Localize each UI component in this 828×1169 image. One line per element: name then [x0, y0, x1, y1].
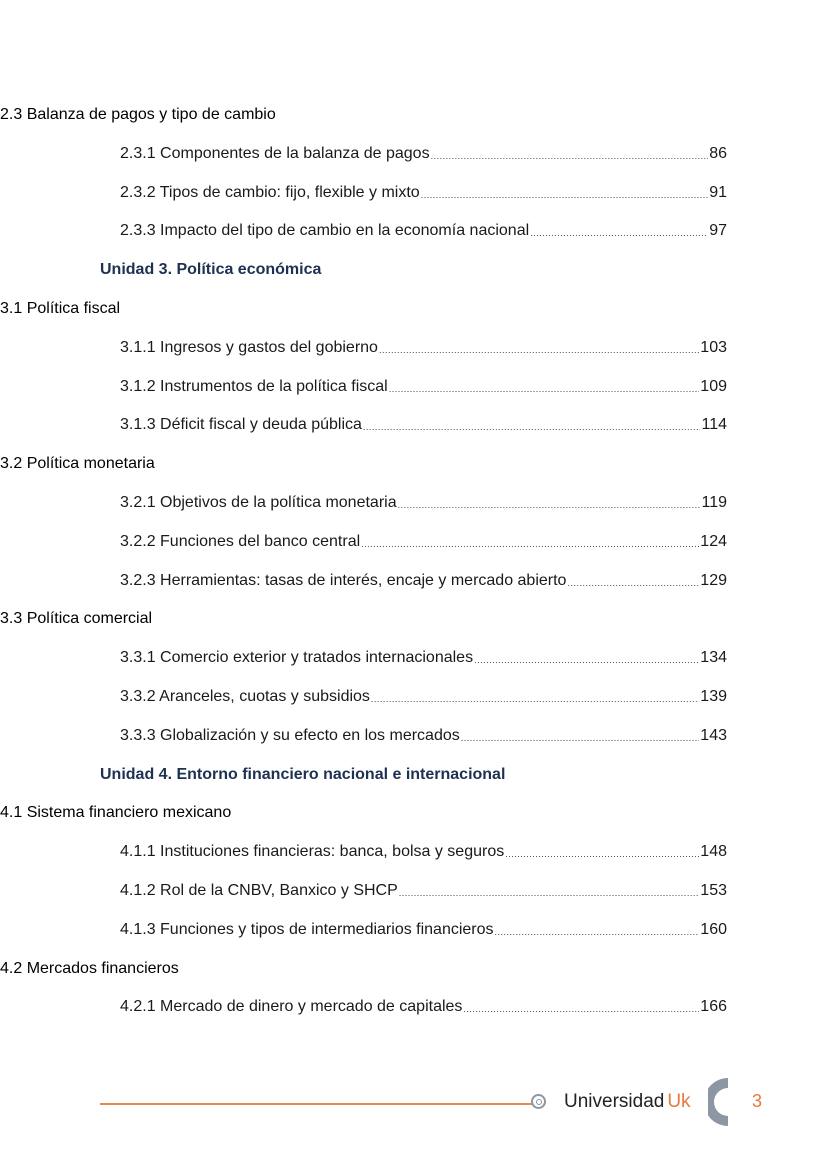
toc-sub-entry[interactable]: [120, 995, 727, 1019]
toc-entry-label: Unidad 3. Política económica: [100, 261, 322, 279]
toc-section-entry[interactable]: [0, 957, 179, 981]
dot-leader: [361, 539, 699, 554]
toc-entry-page: 166: [700, 998, 727, 1016]
toc-entry-label: 3.2 Política monetaria: [0, 455, 155, 473]
dot-leader: [461, 733, 700, 748]
toc-entry-page: 153: [700, 882, 727, 899]
dot-leader: [530, 228, 708, 243]
toc-entry-page: 119: [701, 494, 727, 511]
toc-unit-entry[interactable]: [100, 763, 505, 787]
toc-entry-label: 2.3.1 Componentes de la balanza de pagos: [120, 144, 430, 162]
toc-entry-label: 2.3.2 Tipos de cambio: fijo, flexible y mixto: [120, 183, 420, 201]
toc-entry-label: Unidad 4. Entorno financiero nacional e internacional: [100, 765, 506, 783]
toc-sub-entry[interactable]: [120, 918, 727, 942]
toc-sub-entry[interactable]: [120, 181, 727, 205]
toc-sub-entry[interactable]: [120, 685, 727, 709]
toc-entry-label: 4.2 Mercados financieros: [0, 959, 179, 977]
toc-entry-page: 86: [709, 144, 727, 162]
toc-entry-page: 134: [700, 649, 727, 667]
dot-leader: [474, 655, 699, 670]
toc-entry-label: 4.2.1 Mercado de dinero y mercado de capitales: [120, 998, 463, 1016]
dot-leader: [431, 151, 709, 166]
dot-leader: [371, 694, 699, 709]
toc-entry-label: 3.1.2 Instrumentos de la política fiscal: [120, 377, 388, 395]
toc-entry-page: 129: [700, 571, 727, 589]
toc-sub-entry[interactable]: [120, 840, 727, 864]
dot-leader: [363, 422, 701, 437]
toc-entry-label: 4.1.3 Funciones y tipos de intermediarios financieros: [120, 920, 494, 938]
toc-entry-page: 97: [709, 222, 727, 240]
toc-entry-label: 4.1 Sistema financiero mexicano: [0, 804, 232, 822]
toc-entry-label: 3.2.1 Objetivos de la política monetaria: [120, 494, 397, 511]
toc-entry-label: 2.3.3 Impacto del tipo de cambio en la economía nacional: [120, 222, 530, 240]
brand-name: Universidad: [564, 1091, 665, 1112]
toc-section-entry[interactable]: [0, 801, 231, 825]
toc-entry-page: 160: [700, 920, 727, 938]
toc-section-entry[interactable]: [0, 103, 276, 127]
toc-sub-entry[interactable]: [120, 530, 727, 554]
brand-logo: [564, 1091, 691, 1113]
toc-entry-label: 4.1.2 Rol de la CNBV, Banxico y SHCP: [120, 882, 398, 899]
toc-entry-label: 3.1.3 Déficit fiscal y deuda pública: [120, 416, 362, 434]
toc-unit-entry[interactable]: [100, 258, 321, 282]
toc-section-entry[interactable]: [0, 297, 120, 321]
toc-entry-page: 114: [701, 416, 727, 434]
toc-sub-entry[interactable]: [120, 413, 727, 437]
toc-sub-entry[interactable]: [120, 569, 727, 593]
dot-leader: [398, 500, 701, 515]
toc-sub-entry[interactable]: [120, 142, 727, 166]
toc-section-entry[interactable]: [0, 452, 155, 476]
toc-sub-entry[interactable]: [120, 336, 727, 360]
dot-leader: [567, 578, 699, 593]
toc-entry-label: 3.3.1 Comercio exterior y tratados internacionales: [120, 649, 474, 667]
toc-sub-entry[interactable]: [120, 375, 727, 399]
toc-entry-label: 3.3.2 Aranceles, cuotas y subsidios: [120, 688, 370, 705]
dot-leader: [399, 888, 700, 903]
toc-entry-label: 3.2.2 Funciones del banco central: [120, 532, 361, 550]
dot-leader: [463, 1004, 699, 1019]
dot-leader: [421, 190, 709, 205]
toc-entry-label: 3.2.3 Herramientas: tasas de interés, encaje y mercado abierto: [120, 571, 567, 589]
toc-entry-label: 2.3 Balanza de pagos y tipo de cambio: [0, 106, 276, 123]
footer-divider: [100, 1103, 532, 1105]
brand-accent: Uk: [667, 1091, 691, 1112]
toc-entry-label: 3.3 Política comercial: [0, 610, 153, 628]
dot-leader: [505, 849, 699, 864]
toc-sub-entry[interactable]: [120, 724, 727, 748]
toc-entry-label: 3.1 Política fiscal: [0, 300, 121, 317]
toc-entry-page: 109: [700, 377, 727, 395]
toc-entry-label: 3.1.1 Ingresos y gastos del gobierno: [120, 338, 378, 356]
dot-leader: [379, 345, 699, 360]
toc-sub-entry[interactable]: [120, 646, 727, 670]
toc-entry-label: 3.3.3 Globalización y su efecto en los mercados: [120, 726, 460, 744]
toc-entry-page: 103: [700, 338, 727, 356]
toc-sub-entry[interactable]: [120, 219, 727, 243]
toc-sub-entry[interactable]: [120, 491, 727, 515]
toc-section-entry[interactable]: [0, 607, 152, 631]
toc-entry-page: 148: [700, 843, 727, 861]
toc-entry-label: 4.1.1 Instituciones financieras: banca, bolsa y seguros: [120, 843, 505, 861]
toc-entry-page: 139: [700, 688, 727, 705]
toc-entry-page: 91: [709, 183, 727, 201]
crescent-decoration-icon: [708, 1078, 748, 1126]
dot-leader: [495, 927, 700, 942]
target-circle-icon: [531, 1094, 546, 1109]
dot-leader: [389, 384, 700, 399]
toc-sub-entry[interactable]: [120, 879, 727, 903]
page-number: 3: [752, 1091, 763, 1111]
toc-entry-page: 124: [700, 532, 727, 550]
toc-entry-page: 143: [700, 726, 727, 744]
